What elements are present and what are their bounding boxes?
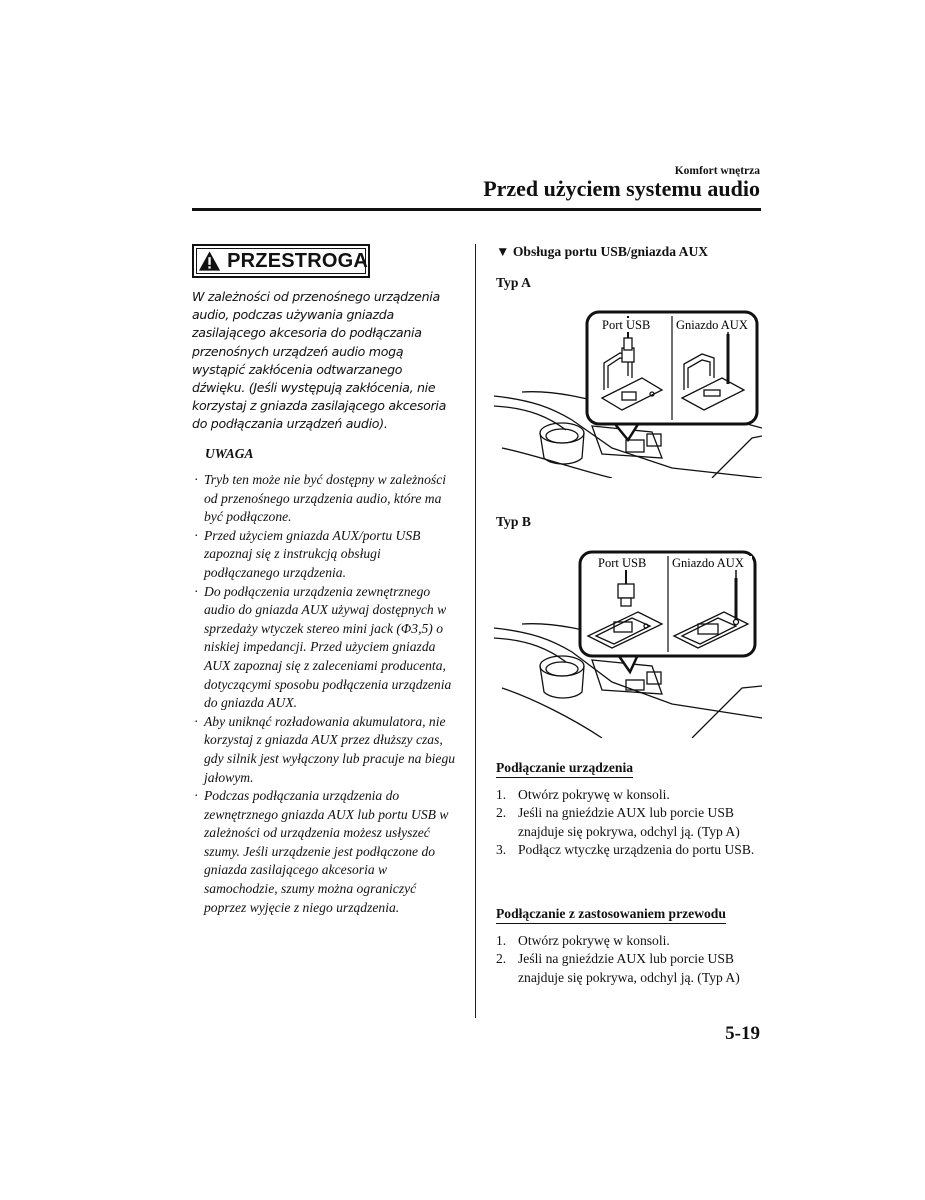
header-rule <box>192 208 761 211</box>
step-text: Podłącz wtyczkę urządzenia do portu USB. <box>518 842 755 858</box>
note-list <box>194 471 459 917</box>
step-text: Otwórz pokrywę w konsoli. <box>518 933 670 948</box>
step-item <box>496 841 764 859</box>
step-number: 1. <box>496 787 507 802</box>
procedure-steps-cable <box>496 932 764 987</box>
step-item <box>496 804 764 841</box>
aux-label-b: Gniazdo AUX <box>672 556 744 570</box>
step-text: Jeśli na gnieździe AUX lub porcie USB znajduje się pokrywa, odchyl ją. (Typ A) <box>518 951 740 985</box>
note-item: · Podczas podłączania urządzenia do zewnętrznego gniazda AUX lub portu USB w zależności od urządzenia możesz usłyszeć szumy. Jeśli urządzenie jest podłączone do gniazda zasilającego akcesoria w samochodzie, szumy można ograniczyć poprzez wyjęcie z niego urządzenia. <box>194 787 459 917</box>
step-item <box>496 786 764 804</box>
typ-a-label: Typ A <box>496 275 531 290</box>
aux-label-a: Gniazdo AUX <box>676 318 748 332</box>
typ-b-illustration <box>492 548 762 738</box>
procedure-heading-connect: Podłączanie urządzenia <box>496 760 633 778</box>
usb-aux-heading: ▼ Obsługa portu USB/gniazda AUX <box>496 244 709 259</box>
caution-text <box>192 288 454 434</box>
note-item: · Do podłączenia urządzenia zewnętrznego audio do gniazda AUX używaj dostępnych w sprzedaży wtyczek stereo mini jack (Φ3,5) o niskiej impedancji. Przed użyciem gniazda AUX zapoznaj się z zaleceniami producenta, dotyczącymi sposobu podłączenia urządzenia do gniazda AUX. <box>194 583 459 713</box>
step-number: 2. <box>496 951 507 967</box>
caution-title: PRZESTROGA <box>227 249 368 272</box>
step-item <box>496 932 764 950</box>
caution-paragraph: W zależności od przenośnego urządzenia audio, podczas używania gniazda zasilającego akcesoria do podłączania przenośnych urządzeń audio mogą wystąpić zakłócenia odtwarzanego dźwięku. (Jeśli występują zakłócenia, nie korzystaj z gniazda zasilającego akcesoria do podłączania urządzeń audio). <box>192 289 447 432</box>
step-number: 3. <box>496 842 507 858</box>
page-number: 5-19 <box>725 1023 760 1044</box>
section-label: Komfort wnętrza <box>674 165 760 177</box>
step-text: Otwórz pokrywę w konsoli. <box>518 787 670 802</box>
usb-label-b: Port USB <box>598 556 647 570</box>
procedure-heading-cable: Podłączanie z zastosowaniem przewodu <box>496 906 726 924</box>
typ-a-illustration <box>492 308 762 478</box>
procedure-steps-connect <box>496 786 764 860</box>
step-text: Jeśli na gnieździe AUX lub porcie USB znajduje się pokrywa, odchyl ją. (Typ A) <box>518 805 740 839</box>
step-number: 1. <box>496 933 507 948</box>
usb-label-a: Port USB <box>602 318 651 332</box>
page-title: Przed użyciem systemu audio <box>483 176 760 201</box>
note-heading: UWAGA <box>205 446 254 461</box>
column-divider <box>475 244 476 1018</box>
step-number: 2. <box>496 805 507 821</box>
caution-box <box>192 244 370 278</box>
note-item: · Przed użyciem gniazda AUX/portu USB zapoznaj się z instrukcją obsługi podłączanego urządzenia. <box>194 527 459 583</box>
note-item: · Aby uniknąć rozładowania akumulatora, nie korzystaj z gniazda AUX przez dłuższy czas, gdy silnik jest wyłączony lub pracuje na biegu jałowym. <box>194 713 459 787</box>
typ-b-label: Typ B <box>496 514 531 529</box>
note-item: · Tryb ten może nie być dostępny w zależności od przenośnego urządzenia audio, które ma być podłączone. <box>194 471 459 527</box>
warning-triangle-icon <box>198 250 221 272</box>
step-item <box>496 950 764 987</box>
